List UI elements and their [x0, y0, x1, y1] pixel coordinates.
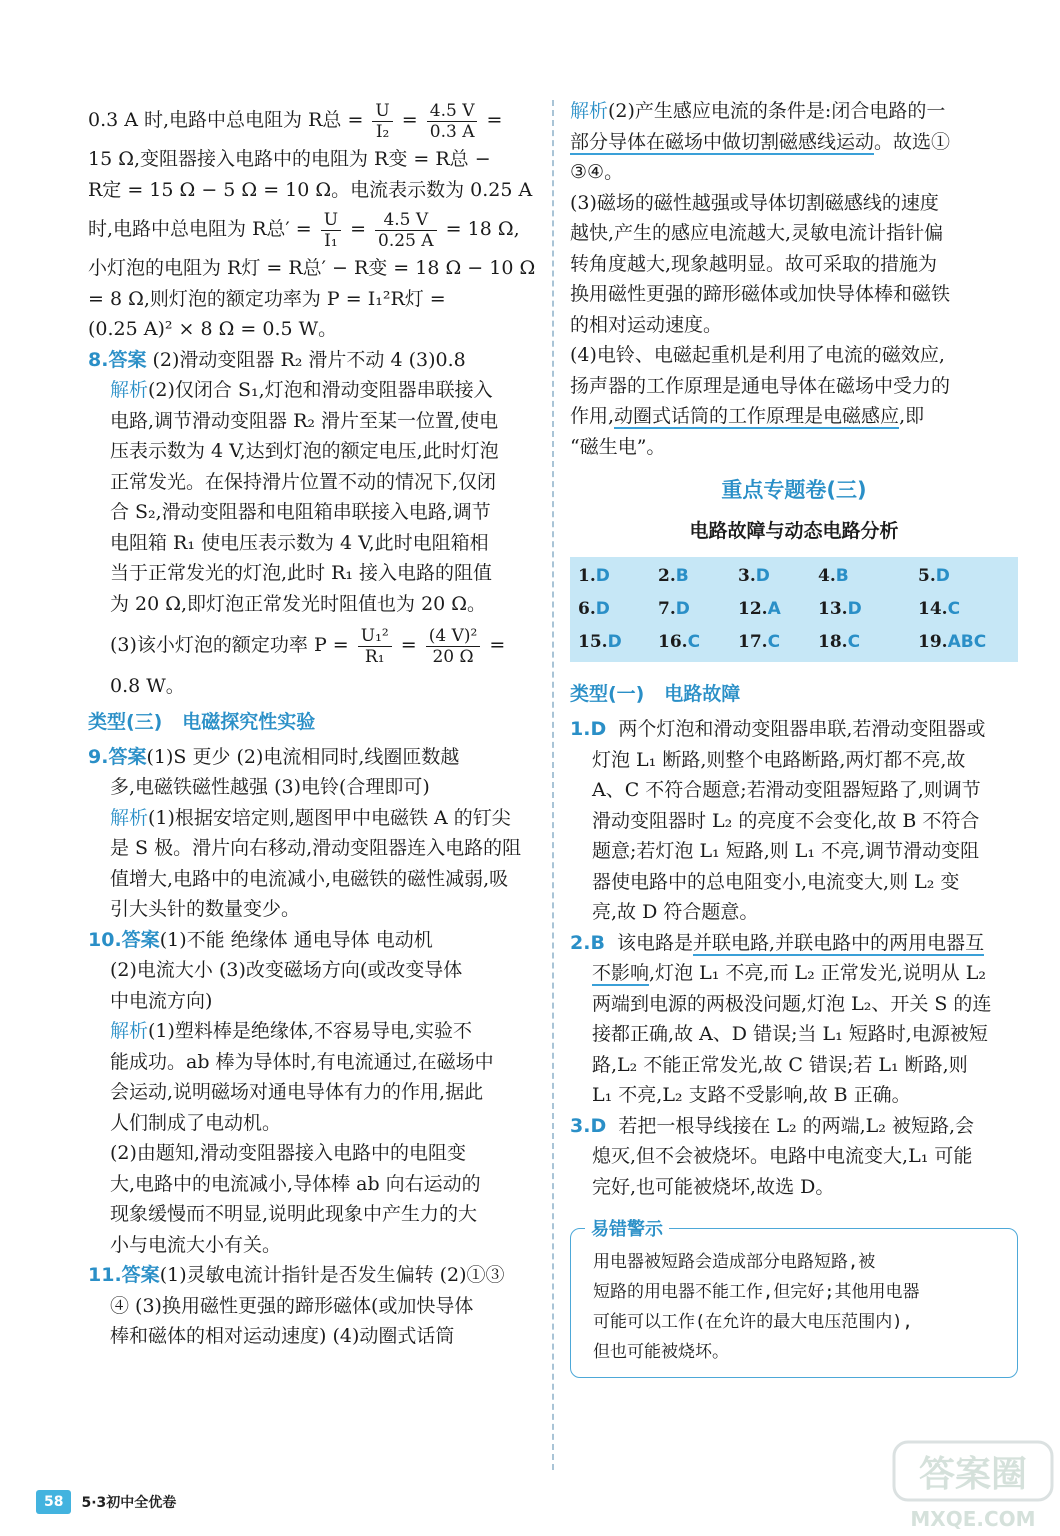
- fraction: $\frac{\text{(4 V)²}}{20 \Omega}$: [426, 626, 481, 667]
- text-line: 合 S₂,滑动变阻器和电阻箱串联接入电路,调节: [110, 501, 491, 523]
- watermark-url: MXQE.COM: [910, 1507, 1036, 1531]
- section-subtitle: 电路故障与动态电路分析: [689, 520, 899, 542]
- text-line: L₁ 不亮,L₂ 支路不受影响,故 B 正确。: [592, 1084, 911, 1106]
- key-point-underline: 部分导体在磁场中做切割磁感线运动: [570, 130, 875, 153]
- text-line: 部分导体在磁场中做切割磁感线运动。故选①: [570, 130, 951, 153]
- text-line: 小与电流大小有关。: [110, 1233, 282, 1256]
- text-line: 灯泡 L₁ 断路,则整个电路断路,两灯都不亮,故: [592, 748, 966, 771]
- text-line: 题意;若灯泡 L₁ 短路,则 L₁ 不亮,调节滑动变阻: [592, 840, 980, 862]
- text-line: 引大头针的数量变少。: [110, 898, 301, 920]
- text-line: ④ (3)换用磁性更强的蹄形磁体(或加快导体: [110, 1294, 474, 1317]
- text-line: 作用,动圈式话筒的工作原理是电磁感应,即: [570, 405, 925, 427]
- text-line: 大,电路中的电流减小,导体棒 ab 向右运动的: [110, 1172, 481, 1195]
- answer-key-item: 6.D: [578, 599, 610, 619]
- answer-key-item: 7.D: [658, 599, 690, 619]
- watermark-text: 答案圈: [918, 1454, 1028, 1495]
- text-line: 接都正确,故 A、D 错误;当 L₁ 短路时,电源被短: [592, 1023, 988, 1045]
- text-line: 滑动变阻器时 L₂ 的亮度不会变化,故 B 不符合: [592, 809, 980, 832]
- text-line: 越快,产生的感应电流越大,灵敏电流计指针偏: [570, 222, 944, 244]
- answer-key-item: 13.D: [818, 599, 862, 619]
- type-heading: 类型(三) 电磁探究性实验: [88, 710, 316, 733]
- text-line: 能成功。ab 棒为导体时,有电流通过,在磁场中: [110, 1050, 494, 1073]
- analysis-line: 解析(2)产生感应电流的条件是:闭合电路的一: [570, 100, 946, 122]
- text-line: (3)磁场的磁性越强或导体切割磁感线的速度: [570, 191, 939, 214]
- text-line: 器使电路中的总电阻变小,电流变大,则 L₂ 变: [592, 870, 960, 893]
- text-line: (2)电流大小 (3)改变磁场方向(或改变导体: [110, 959, 463, 981]
- fraction: $\frac{U}{\text{I₁}}$: [321, 210, 341, 251]
- text-line: 换用磁性更强的蹄形磁体或加快导体棒和磁铁: [570, 283, 951, 305]
- text-line: (0.25 A)² × 8 Ω = 0.5 W。: [88, 318, 338, 340]
- answer-key-item: 2.B: [658, 566, 689, 586]
- text-line: 是 S 极。滑片向右移动,滑动变阻器连入电路的阻: [110, 837, 522, 859]
- page-footer: [36, 1487, 176, 1517]
- page-number: 58: [36, 1490, 71, 1514]
- right-column: [570, 96, 1018, 1378]
- r2-first: 2.B 该电路是并联电路,并联电路中的两用电器互: [570, 931, 985, 954]
- text-line: (4)电铃、电磁起重机是利用了电流的磁效应,: [570, 344, 945, 366]
- text-line: 熄灭,但不会被烧坏。电路中电流变大,L₁ 可能: [592, 1145, 973, 1167]
- column-divider: [552, 100, 554, 1470]
- answer-key-item: 14.C: [918, 599, 961, 619]
- text-line: 会运动,说明磁场对通电导体有力的作用,据此: [110, 1081, 484, 1103]
- key-point-underline: 动圈式话筒的工作原理是电磁感应: [614, 405, 900, 427]
- warning-title: 易错警示: [585, 1215, 669, 1241]
- text-line: 转角度越大,现象越明显。故可采取的措施为: [570, 252, 938, 275]
- text-line: 压表示数为 4 V,达到灯泡的额定电压,此时灯泡: [110, 440, 499, 462]
- text-line: 路,L₂ 不能正常发光,故 C 错误;若 L₁ 断路,则: [592, 1053, 968, 1076]
- book-title: 5·3初中全优卷: [81, 1495, 177, 1511]
- text-line: 中电流方向): [110, 989, 213, 1012]
- text-line: 当于正常发光的灯泡,此时 R₁ 接入电路的阻值: [110, 562, 493, 584]
- q8-analysis-line: 解析(2)仅闭合 S₁,灯泡和滑动变阻器串联接入: [110, 379, 493, 401]
- text-line: “磁生电”。: [570, 435, 666, 458]
- answer-key-item: 3.D: [738, 566, 770, 586]
- text-line: 电阻箱 R₁ 使电压表示数为 4 V,此时电阻箱相: [110, 531, 489, 554]
- r1-first: 1.D 两个灯泡和滑动变阻器串联,若滑动变阻器或: [570, 718, 986, 740]
- answer-key-item: 16.C: [658, 632, 701, 652]
- text-line: A、C 不符合题意;若滑动变阻器短路了,则调节: [592, 779, 981, 801]
- answer-key-item: 4.B: [818, 566, 849, 586]
- fraction: $\frac{4.5 V}{0.3 A}$: [427, 101, 478, 142]
- text-line: 为 20 Ω,即灯泡正常发光时阻值也为 20 Ω。: [110, 592, 487, 615]
- text-line: 完好,也可能被烧坏,故选 D。: [592, 1175, 835, 1198]
- text-line: R定 = 15 Ω − 5 Ω = 10 Ω。电流表示数为 0.25 A: [88, 178, 533, 201]
- text-line: 用电器被短路会造成部分电路短路,被: [593, 1252, 876, 1272]
- text-line: 的相对运动速度。: [570, 313, 723, 336]
- q10-answer: 10.答案(1)不能 绝缘体 通电导体 电动机: [88, 928, 433, 951]
- warning-box: [570, 1219, 1018, 1378]
- text-line: (2)由题知,滑动变阻器接入电路中的电阻变: [110, 1142, 466, 1164]
- text-line: 人们制成了电动机。: [110, 1111, 282, 1134]
- fraction: $\frac{4.5 V}{0.25 A}$: [375, 210, 437, 251]
- text-line: 扬声器的工作原理是通电导体在磁场中受力的: [570, 374, 951, 397]
- fraction: $\frac{\text{U₁²}}{\text{R₁}}$: [358, 626, 392, 667]
- answer-key-item: 19.ABC: [918, 632, 987, 652]
- key-point-underline: 不影响: [592, 962, 650, 984]
- q8-answer: 8.答案 (2)滑动变阻器 R₂ 滑片不动 4 (3)0.8: [88, 348, 466, 371]
- q11-answer: 11.答案(1)灵敏电流计指针是否发生偏转 (2)①③: [88, 1264, 505, 1286]
- text-line: = 8 Ω,则灯泡的额定功率为 P = I₁²R灯 =: [88, 287, 446, 310]
- answer-key-item: 17.C: [738, 632, 781, 652]
- answer-key-item: 1.D: [578, 566, 610, 586]
- r3-first: 3.D 若把一根导线接在 L₂ 的两端,L₂ 被短路,会: [570, 1114, 974, 1137]
- text-line: 正常发光。在保持滑片位置不动的情况下,仅闭: [110, 470, 497, 493]
- q9-answer: 9.答案(1)S 更少 (2)电流相同时,线圈匝数越: [88, 745, 460, 768]
- equation-line: 时,电路中总电阻为 R总′ = $\frac{U}{\text{I₁}}$ = $\frac{4.5 V}{0.25 A}$ = 18 Ω,: [88, 209, 520, 251]
- section-title: 重点专题卷(三): [721, 478, 867, 502]
- answer-key-item: 5.D: [918, 566, 950, 586]
- text-line: 电路,调节滑动变阻器 R₂ 滑片至某一位置,使电: [110, 409, 499, 432]
- text-line: 两端到电源的两极没问题,灯泡 L₂、开关 S 的连: [592, 992, 992, 1015]
- text-line: 但也可能被烧坏。: [593, 1342, 729, 1362]
- text-line: 可能可以工作(在允许的最大电压范围内),: [593, 1312, 913, 1332]
- answer-key-item: 18.C: [818, 632, 861, 652]
- text-line: 小灯泡的电阻为 R灯 = R总′ − R变 = 18 Ω − 10 Ω: [88, 257, 536, 279]
- text-line: 亮,故 D 符合题意。: [592, 901, 759, 923]
- fraction: $\frac{U}{\text{I₂}}$: [372, 101, 392, 142]
- answer-key-item: 12.A: [738, 599, 781, 619]
- type-heading: 类型(一) 电路故障: [570, 683, 741, 705]
- text-line: 不影响,灯泡 L₁ 不亮,而 L₂ 正常发光,说明从 L₂: [592, 962, 987, 984]
- equation-line: (3)该小灯泡的额定功率 P = $\frac{\text{U₁²}}{\text{R₁}}$ = $\frac{\text{(4 V)²}}{20 \Omega}$ =: [110, 625, 506, 667]
- q10-analysis-line: 解析(1)塑料棒是绝缘体,不容易导电,实验不: [110, 1020, 473, 1042]
- text-line: 现象缓慢而不明显,说明此现象中产生力的大: [110, 1203, 478, 1225]
- text-line: 多,电磁铁磁性越强 (3)电铃(合理即可): [110, 776, 430, 798]
- equation-line: 0.3 A 时,电路中总电阻为 R总 = $\frac{U}{\text{I₂}}$ = $\frac{4.5 V}{0.3 A}$ =: [88, 100, 503, 142]
- key-point-underline: 并联电路,并联电路中的两用电器互: [693, 931, 985, 954]
- watermark-logo: [888, 1436, 1058, 1534]
- text-line: ③④。: [570, 161, 624, 183]
- text-line: 棒和磁体的相对运动速度) (4)动圈式话筒: [110, 1325, 455, 1347]
- q9-analysis-line: 解析(1)根据安培定则,题图甲中电磁铁 A 的钉尖: [110, 806, 511, 829]
- text-line: 0.8 W。: [110, 675, 185, 697]
- answer-key-item: 15.D: [578, 632, 622, 652]
- answer-key-table: [570, 557, 1018, 662]
- text-line: 短路的用电器不能工作,但完好;其他用电器: [593, 1282, 920, 1302]
- text-line: 值增大,电路中的电流减小,电磁铁的磁性减弱,吸: [110, 867, 509, 890]
- left-column: [88, 96, 536, 1352]
- text-line: 15 Ω,变阻器接入电路中的电阻为 R变 = R总 −: [88, 148, 491, 170]
